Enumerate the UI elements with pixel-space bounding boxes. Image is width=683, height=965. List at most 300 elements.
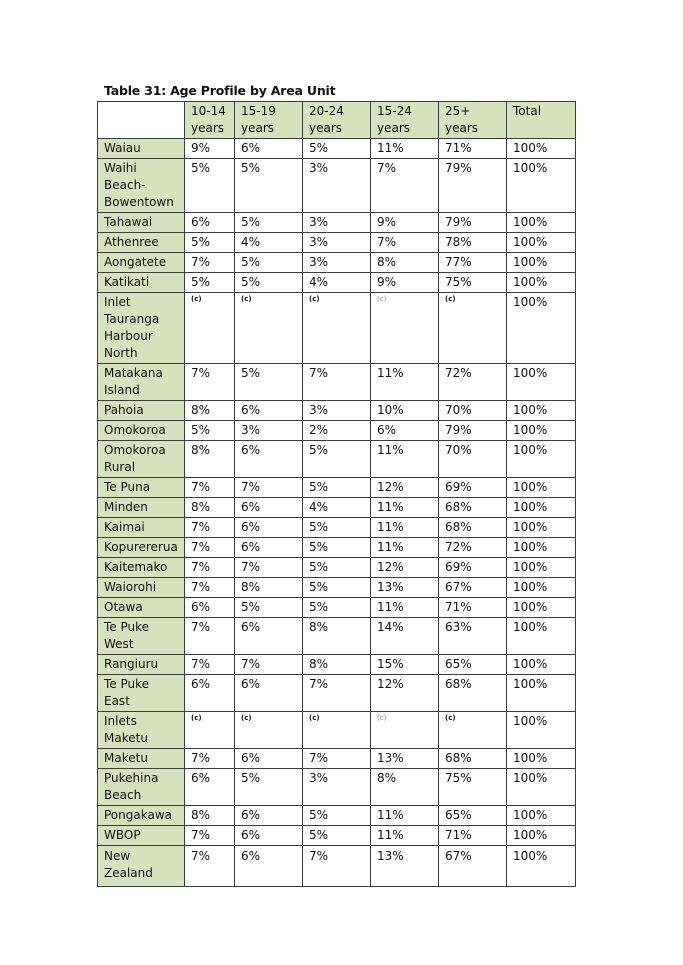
value-cell	[185, 826, 235, 846]
age-profile-table	[97, 101, 576, 887]
area-unit-cell: New Zealand	[98, 846, 185, 887]
area-unit-cell: Kaitemako	[98, 558, 185, 578]
value-cell	[185, 558, 235, 578]
value-text: 100%	[513, 500, 548, 514]
value-cell	[303, 401, 371, 421]
value-cell	[439, 518, 507, 538]
area-unit-cell: Te Puna	[98, 478, 185, 498]
value-text: 10%	[377, 403, 404, 417]
table-row	[98, 598, 576, 618]
value-cell	[185, 441, 235, 478]
value-text: 11%	[377, 808, 404, 822]
table-row	[98, 846, 576, 887]
value-cell	[303, 578, 371, 598]
value-cell	[303, 273, 371, 293]
value-text: 8%	[191, 808, 211, 822]
value-cell	[235, 675, 303, 712]
value-text: 7%	[191, 657, 211, 671]
value-text: 9%	[377, 215, 397, 229]
table-row	[98, 518, 576, 538]
table-row	[98, 233, 576, 253]
value-cell	[507, 578, 576, 598]
value-text: 100%	[513, 161, 548, 175]
area-unit-cell: Otawa	[98, 598, 185, 618]
value-text: 4%	[309, 500, 329, 514]
value-text: 69%	[445, 560, 472, 574]
value-cell	[507, 806, 576, 826]
value-cell	[507, 213, 576, 233]
value-text: 70%	[445, 443, 472, 457]
value-text: 11%	[377, 443, 404, 457]
value-text: 13%	[377, 580, 404, 594]
value-text: 100%	[513, 215, 548, 229]
value-text: 7%	[191, 255, 211, 269]
value-cell	[371, 598, 439, 618]
value-cell	[439, 213, 507, 233]
value-text: 3%	[309, 215, 329, 229]
value-text: 6%	[377, 423, 397, 437]
area-unit-cell: Waiau	[98, 139, 185, 159]
value-text: 3%	[309, 403, 329, 417]
value-cell	[303, 441, 371, 478]
value-cell	[185, 139, 235, 159]
area-unit-cell: WBOP	[98, 826, 185, 846]
value-cell	[185, 538, 235, 558]
value-cell	[439, 401, 507, 421]
value-cell	[235, 749, 303, 769]
value-cell	[439, 273, 507, 293]
value-cell	[507, 769, 576, 806]
value-text: 11%	[377, 540, 404, 554]
value-text: 12%	[377, 480, 404, 494]
value-text: 6%	[241, 677, 261, 691]
value-text: 5%	[309, 141, 329, 155]
value-cell	[235, 655, 303, 675]
value-text: 79%	[445, 161, 472, 175]
value-text: 11%	[377, 600, 404, 614]
area-unit-cell: Pongakawa	[98, 806, 185, 826]
value-text: 9%	[377, 275, 397, 289]
area-unit-cell: Omokoroa	[98, 421, 185, 441]
value-cell	[303, 421, 371, 441]
value-cell	[185, 618, 235, 655]
value-cell	[507, 364, 576, 401]
value-text: 75%	[445, 771, 472, 785]
value-text: 7%	[309, 677, 329, 691]
value-text: 6%	[241, 141, 261, 155]
value-cell	[235, 538, 303, 558]
value-cell	[439, 478, 507, 498]
table-row	[98, 769, 576, 806]
value-cell	[303, 655, 371, 675]
value-text: 100%	[513, 403, 548, 417]
table-row	[98, 364, 576, 401]
column-header: 15-24 years	[371, 102, 439, 139]
value-cell	[507, 518, 576, 538]
column-header: 20-24 years	[303, 102, 371, 139]
value-cell	[303, 213, 371, 233]
value-text: 100%	[513, 677, 548, 691]
value-cell	[303, 806, 371, 826]
value-cell	[303, 618, 371, 655]
value-cell	[185, 578, 235, 598]
value-cell	[303, 826, 371, 846]
area-unit-cell: Kaimai	[98, 518, 185, 538]
value-text: 5%	[309, 580, 329, 594]
value-cell	[185, 401, 235, 421]
value-cell	[185, 273, 235, 293]
value-text: 5%	[191, 161, 211, 175]
value-text: 100%	[513, 235, 548, 249]
value-cell	[371, 712, 439, 749]
value-text: 6%	[241, 849, 261, 863]
value-cell	[371, 401, 439, 421]
value-cell	[235, 498, 303, 518]
table-row	[98, 498, 576, 518]
value-text: 100%	[513, 480, 548, 494]
value-cell	[371, 538, 439, 558]
column-header: 15-19 years	[235, 102, 303, 139]
value-text: 3%	[309, 255, 329, 269]
value-text: 8%	[241, 580, 261, 594]
value-cell	[235, 712, 303, 749]
value-text: 100%	[513, 520, 548, 534]
value-cell	[185, 655, 235, 675]
table-row	[98, 139, 576, 159]
table-row	[98, 806, 576, 826]
area-unit-cell: Minden	[98, 498, 185, 518]
table-row	[98, 159, 576, 213]
value-cell	[371, 618, 439, 655]
table-row	[98, 655, 576, 675]
value-cell	[439, 498, 507, 518]
value-cell	[371, 806, 439, 826]
value-text: 71%	[445, 828, 472, 842]
value-cell	[371, 293, 439, 364]
value-cell	[185, 253, 235, 273]
value-cell	[303, 139, 371, 159]
area-unit-cell: Waihi Beach-Bowentown	[98, 159, 185, 213]
value-text: 5%	[309, 480, 329, 494]
value-text: 6%	[241, 620, 261, 634]
column-header: Total	[507, 102, 576, 139]
value-text: 6%	[241, 751, 261, 765]
value-cell	[303, 253, 371, 273]
value-cell	[185, 598, 235, 618]
value-text: 3%	[309, 771, 329, 785]
value-text: 7%	[377, 235, 397, 249]
value-cell	[235, 233, 303, 253]
value-cell	[235, 806, 303, 826]
value-text: 15%	[377, 657, 404, 671]
value-text: 100%	[513, 540, 548, 554]
value-text: 5%	[309, 540, 329, 554]
value-text: 100%	[513, 657, 548, 671]
value-text: 100%	[513, 620, 548, 634]
value-cell	[439, 826, 507, 846]
value-text: 6%	[241, 828, 261, 842]
value-cell	[507, 233, 576, 253]
value-cell	[439, 806, 507, 826]
value-cell	[235, 401, 303, 421]
value-cell	[235, 826, 303, 846]
value-text: 67%	[445, 849, 472, 863]
value-text: 7%	[191, 828, 211, 842]
value-text: 7%	[191, 560, 211, 574]
value-cell	[507, 675, 576, 712]
table-row	[98, 618, 576, 655]
value-cell	[185, 293, 235, 364]
value-cell	[439, 558, 507, 578]
value-cell	[235, 618, 303, 655]
corner-cell	[98, 102, 185, 139]
value-text: 100%	[513, 714, 548, 728]
value-text: 5%	[309, 828, 329, 842]
value-text: 78%	[445, 235, 472, 249]
area-unit-cell: Pukehina Beach	[98, 769, 185, 806]
value-cell	[507, 139, 576, 159]
value-cell	[439, 159, 507, 213]
value-cell	[371, 558, 439, 578]
value-cell	[303, 478, 371, 498]
confidential-note: (c)	[445, 714, 456, 722]
value-cell	[371, 478, 439, 498]
value-text: 100%	[513, 366, 548, 380]
column-header: 10-14 years	[185, 102, 235, 139]
value-cell	[303, 675, 371, 712]
value-cell	[235, 253, 303, 273]
table-row	[98, 401, 576, 421]
value-text: 4%	[241, 235, 261, 249]
value-cell	[507, 749, 576, 769]
value-cell	[303, 159, 371, 213]
value-cell	[303, 749, 371, 769]
value-text: 5%	[191, 235, 211, 249]
value-cell	[235, 518, 303, 538]
value-cell	[439, 578, 507, 598]
area-unit-cell: Athenree	[98, 233, 185, 253]
value-cell	[303, 293, 371, 364]
value-text: 5%	[309, 520, 329, 534]
value-text: 100%	[513, 600, 548, 614]
value-text: 9%	[191, 141, 211, 155]
value-cell	[235, 578, 303, 598]
table-row	[98, 558, 576, 578]
value-text: 63%	[445, 620, 472, 634]
value-cell	[371, 139, 439, 159]
value-text: 5%	[241, 366, 261, 380]
value-text: 11%	[377, 366, 404, 380]
value-cell	[235, 159, 303, 213]
table-row	[98, 675, 576, 712]
table-row	[98, 712, 576, 749]
value-text: 7%	[377, 161, 397, 175]
value-text: 72%	[445, 540, 472, 554]
value-cell	[235, 273, 303, 293]
value-text: 12%	[377, 677, 404, 691]
value-text: 77%	[445, 255, 472, 269]
confidential-note: (c)	[377, 295, 387, 303]
value-cell	[439, 749, 507, 769]
table-row	[98, 421, 576, 441]
value-cell	[439, 293, 507, 364]
value-text: 5%	[241, 275, 261, 289]
value-text: 6%	[241, 403, 261, 417]
value-text: 7%	[241, 657, 261, 671]
value-text: 6%	[241, 540, 261, 554]
value-cell	[439, 233, 507, 253]
value-cell	[371, 364, 439, 401]
value-cell	[185, 846, 235, 887]
value-text: 7%	[191, 849, 211, 863]
area-unit-cell: Tahawai	[98, 213, 185, 233]
value-text: 100%	[513, 560, 548, 574]
value-text: 6%	[241, 443, 261, 457]
value-text: 14%	[377, 620, 404, 634]
value-text: 4%	[309, 275, 329, 289]
confidential-note: (c)	[191, 295, 202, 303]
value-cell	[235, 846, 303, 887]
value-cell	[235, 139, 303, 159]
area-unit-cell: Omokoroa Rural	[98, 441, 185, 478]
value-cell	[235, 213, 303, 233]
value-cell	[303, 598, 371, 618]
value-text: 100%	[513, 771, 548, 785]
area-unit-cell: Te Puke East	[98, 675, 185, 712]
area-unit-cell: Aongatete	[98, 253, 185, 273]
value-text: 5%	[191, 275, 211, 289]
area-unit-cell: Katikati	[98, 273, 185, 293]
confidential-note: (c)	[309, 295, 320, 303]
value-text: 7%	[191, 480, 211, 494]
value-text: 7%	[241, 480, 261, 494]
value-cell	[439, 675, 507, 712]
value-text: 8%	[377, 255, 397, 269]
value-text: 65%	[445, 657, 472, 671]
value-text: 5%	[309, 443, 329, 457]
value-text: 79%	[445, 423, 472, 437]
value-cell	[185, 213, 235, 233]
value-text: 100%	[513, 828, 548, 842]
value-text: 65%	[445, 808, 472, 822]
value-text: 13%	[377, 849, 404, 863]
value-text: 68%	[445, 520, 472, 534]
table-caption: Table 31: Age Profile by Area Unit	[104, 83, 336, 98]
value-text: 3%	[309, 161, 329, 175]
value-cell	[185, 233, 235, 253]
area-unit-cell: Inlets Maketu	[98, 712, 185, 749]
value-cell	[439, 139, 507, 159]
value-cell	[371, 655, 439, 675]
value-cell	[439, 421, 507, 441]
area-unit-cell: Pahoia	[98, 401, 185, 421]
confidential-note: (c)	[445, 295, 456, 303]
value-cell	[303, 846, 371, 887]
value-cell	[371, 498, 439, 518]
confidential-note: (c)	[191, 714, 202, 722]
value-text: 5%	[191, 423, 211, 437]
value-cell	[439, 712, 507, 749]
value-cell	[303, 558, 371, 578]
value-text: 6%	[191, 215, 211, 229]
value-cell	[371, 826, 439, 846]
header-row	[98, 102, 576, 139]
value-cell	[371, 233, 439, 253]
value-text: 5%	[241, 255, 261, 269]
value-text: 100%	[513, 751, 548, 765]
value-cell	[371, 253, 439, 273]
value-cell	[439, 655, 507, 675]
table-row	[98, 213, 576, 233]
value-cell	[185, 675, 235, 712]
value-cell	[439, 618, 507, 655]
value-cell	[185, 364, 235, 401]
table-row	[98, 441, 576, 478]
value-text: 6%	[241, 520, 261, 534]
value-text: 5%	[241, 161, 261, 175]
value-cell	[507, 618, 576, 655]
value-text: 100%	[513, 808, 548, 822]
value-text: 68%	[445, 751, 472, 765]
value-cell	[507, 846, 576, 887]
value-text: 6%	[191, 677, 211, 691]
value-cell	[507, 712, 576, 749]
value-cell	[303, 769, 371, 806]
value-text: 7%	[309, 849, 329, 863]
value-text: 100%	[513, 580, 548, 594]
value-cell	[439, 846, 507, 887]
value-cell	[371, 213, 439, 233]
table-row	[98, 538, 576, 558]
value-cell	[235, 558, 303, 578]
confidential-note: (c)	[241, 714, 252, 722]
value-text: 71%	[445, 600, 472, 614]
value-text: 7%	[309, 751, 329, 765]
area-unit-cell: Kopurererua	[98, 538, 185, 558]
value-text: 7%	[191, 540, 211, 554]
value-text: 11%	[377, 500, 404, 514]
value-cell	[185, 478, 235, 498]
value-text: 68%	[445, 500, 472, 514]
value-cell	[303, 538, 371, 558]
value-cell	[507, 421, 576, 441]
value-cell	[439, 598, 507, 618]
value-cell	[303, 233, 371, 253]
value-text: 13%	[377, 751, 404, 765]
confidential-note: (c)	[309, 714, 320, 722]
table-row	[98, 253, 576, 273]
table-row	[98, 749, 576, 769]
value-cell	[185, 769, 235, 806]
value-text: 100%	[513, 275, 548, 289]
value-text: 11%	[377, 141, 404, 155]
value-cell	[235, 441, 303, 478]
value-cell	[507, 293, 576, 364]
value-text: 11%	[377, 828, 404, 842]
value-text: 70%	[445, 403, 472, 417]
value-text: 7%	[191, 620, 211, 634]
value-cell	[371, 421, 439, 441]
value-text: 2%	[309, 423, 329, 437]
value-cell	[371, 441, 439, 478]
value-text: 100%	[513, 849, 548, 863]
value-cell	[371, 159, 439, 213]
value-cell	[371, 749, 439, 769]
value-text: 8%	[309, 620, 329, 634]
value-text: 71%	[445, 141, 472, 155]
area-unit-cell: Te Puke West	[98, 618, 185, 655]
value-cell	[371, 846, 439, 887]
